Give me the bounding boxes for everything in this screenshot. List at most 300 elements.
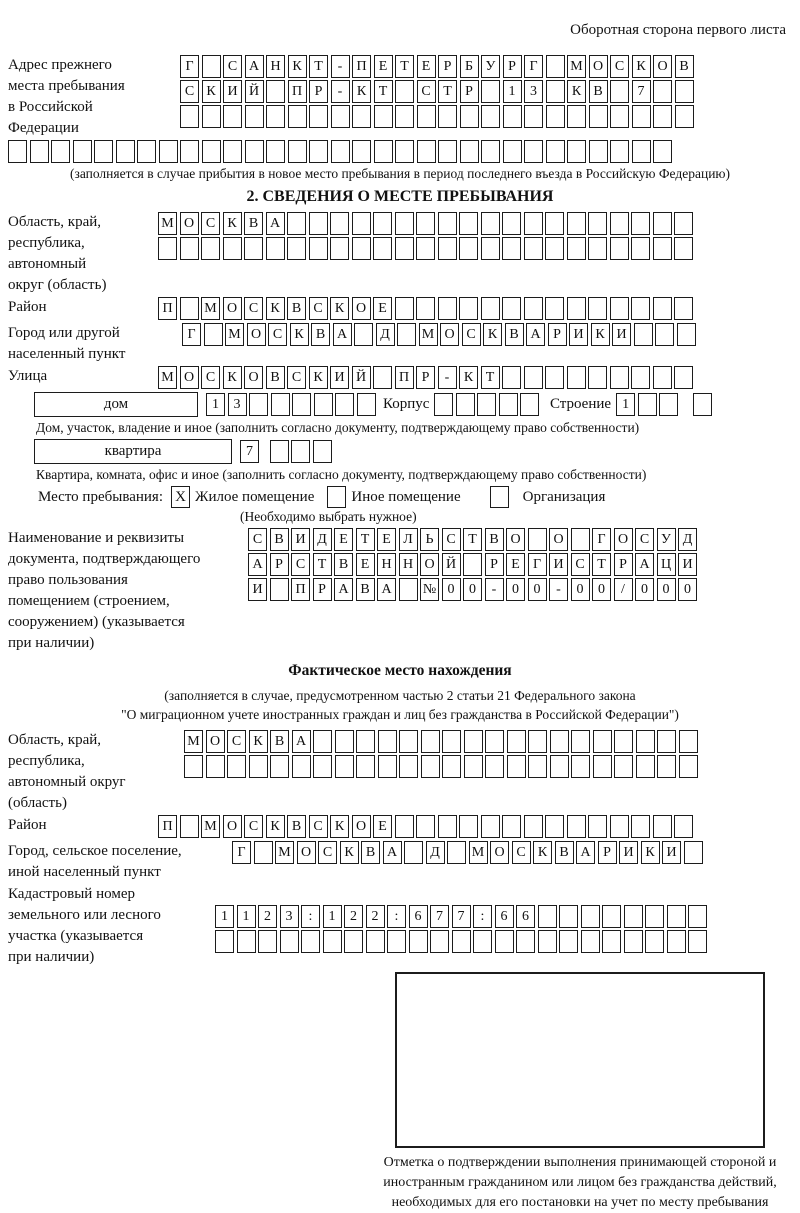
char-cell[interactable]: И <box>678 553 697 576</box>
char-cell[interactable]: К <box>567 80 586 103</box>
char-cell[interactable] <box>314 393 333 416</box>
char-cell[interactable]: 0 <box>442 578 461 601</box>
char-cell[interactable] <box>502 297 521 320</box>
char-cell[interactable]: С <box>318 841 337 864</box>
char-cell[interactable]: К <box>641 841 660 864</box>
char-cell[interactable] <box>481 140 500 163</box>
char-cell[interactable] <box>485 755 504 778</box>
char-cell[interactable]: О <box>223 297 242 320</box>
char-cell[interactable]: 0 <box>571 578 590 601</box>
char-cell[interactable] <box>634 323 653 346</box>
char-cell[interactable]: № <box>420 578 439 601</box>
char-cell[interactable]: Е <box>356 553 375 576</box>
char-cell[interactable]: 6 <box>409 905 428 928</box>
char-cell[interactable]: С <box>244 297 263 320</box>
char-cell[interactable] <box>674 366 693 389</box>
char-cell[interactable]: Т <box>463 528 482 551</box>
char-cell[interactable] <box>292 755 311 778</box>
char-cell[interactable] <box>559 905 578 928</box>
char-cell[interactable]: 2 <box>366 905 385 928</box>
char-cell[interactable]: Т <box>313 553 332 576</box>
char-cell[interactable] <box>602 930 621 953</box>
char-cell[interactable]: Т <box>309 55 328 78</box>
char-cell[interactable]: : <box>301 905 320 928</box>
char-cell[interactable] <box>335 755 354 778</box>
char-cell[interactable] <box>202 55 221 78</box>
char-cell[interactable]: Д <box>426 841 445 864</box>
char-cell[interactable] <box>434 393 453 416</box>
char-cell[interactable] <box>631 815 650 838</box>
char-cell[interactable]: О <box>653 55 672 78</box>
char-cell[interactable]: О <box>420 553 439 576</box>
char-cell[interactable] <box>667 930 686 953</box>
char-cell[interactable]: М <box>225 323 244 346</box>
char-cell[interactable]: М <box>184 730 203 753</box>
char-cell[interactable] <box>593 755 612 778</box>
char-cell[interactable]: К <box>533 841 552 864</box>
char-cell[interactable]: А <box>377 578 396 601</box>
char-cell[interactable] <box>653 815 672 838</box>
char-cell[interactable]: Л <box>399 528 418 551</box>
char-cell[interactable] <box>270 755 289 778</box>
char-cell[interactable] <box>442 755 461 778</box>
char-cell[interactable] <box>447 841 466 864</box>
char-cell[interactable] <box>270 440 289 463</box>
char-cell[interactable] <box>653 80 672 103</box>
char-cell[interactable] <box>550 730 569 753</box>
char-cell[interactable] <box>610 80 629 103</box>
stay-option-organization-checkbox[interactable] <box>490 486 509 508</box>
char-cell[interactable] <box>399 755 418 778</box>
char-cell[interactable]: О <box>549 528 568 551</box>
char-cell[interactable] <box>567 212 586 235</box>
char-cell[interactable] <box>524 212 543 235</box>
char-cell[interactable]: С <box>201 366 220 389</box>
char-cell[interactable] <box>545 815 564 838</box>
char-cell[interactable] <box>323 930 342 953</box>
char-cell[interactable] <box>675 80 694 103</box>
char-cell[interactable]: 3 <box>280 905 299 928</box>
char-cell[interactable] <box>73 140 92 163</box>
char-cell[interactable] <box>610 105 629 128</box>
char-cell[interactable] <box>653 140 672 163</box>
char-cell[interactable]: С <box>462 323 481 346</box>
char-cell[interactable]: Й <box>352 366 371 389</box>
char-cell[interactable]: А <box>266 212 285 235</box>
char-cell[interactable] <box>610 212 629 235</box>
char-cell[interactable]: В <box>244 212 263 235</box>
char-cell[interactable] <box>202 140 221 163</box>
char-cell[interactable]: О <box>297 841 316 864</box>
char-cell[interactable] <box>677 323 696 346</box>
char-cell[interactable] <box>330 212 349 235</box>
char-cell[interactable]: Р <box>270 553 289 576</box>
char-cell[interactable]: И <box>223 80 242 103</box>
char-cell[interactable] <box>180 815 199 838</box>
char-cell[interactable] <box>313 730 332 753</box>
char-cell[interactable] <box>667 905 686 928</box>
char-cell[interactable] <box>507 730 526 753</box>
char-cell[interactable] <box>459 297 478 320</box>
char-cell[interactable] <box>528 755 547 778</box>
char-cell[interactable] <box>524 815 543 838</box>
char-cell[interactable] <box>352 212 371 235</box>
char-cell[interactable]: К <box>632 55 651 78</box>
char-cell[interactable] <box>249 393 268 416</box>
char-cell[interactable] <box>636 755 655 778</box>
char-cell[interactable]: И <box>549 553 568 576</box>
char-cell[interactable]: М <box>419 323 438 346</box>
char-cell[interactable] <box>546 140 565 163</box>
char-cell[interactable]: В <box>356 578 375 601</box>
char-cell[interactable]: Е <box>334 528 353 551</box>
char-cell[interactable]: Р <box>313 578 332 601</box>
char-cell[interactable] <box>180 237 199 260</box>
char-cell[interactable] <box>581 905 600 928</box>
char-cell[interactable] <box>567 815 586 838</box>
char-cell[interactable] <box>438 212 457 235</box>
char-cell[interactable] <box>335 393 354 416</box>
char-cell[interactable] <box>335 730 354 753</box>
char-cell[interactable]: Е <box>374 55 393 78</box>
char-cell[interactable] <box>538 905 557 928</box>
char-cell[interactable] <box>292 393 311 416</box>
char-cell[interactable] <box>464 730 483 753</box>
char-cell[interactable]: 6 <box>495 905 514 928</box>
char-cell[interactable]: Г <box>232 841 251 864</box>
char-cell[interactable]: 7 <box>452 905 471 928</box>
char-cell[interactable]: А <box>334 578 353 601</box>
char-cell[interactable] <box>632 105 651 128</box>
char-cell[interactable]: 2 <box>344 905 363 928</box>
char-cell[interactable]: П <box>352 55 371 78</box>
char-cell[interactable] <box>373 212 392 235</box>
char-cell[interactable] <box>313 440 332 463</box>
char-cell[interactable]: А <box>333 323 352 346</box>
char-cell[interactable]: 0 <box>506 578 525 601</box>
char-cell[interactable] <box>374 105 393 128</box>
char-cell[interactable] <box>528 730 547 753</box>
char-cell[interactable] <box>610 815 629 838</box>
char-cell[interactable] <box>674 237 693 260</box>
char-cell[interactable]: 3 <box>228 393 247 416</box>
char-cell[interactable] <box>51 140 70 163</box>
char-cell[interactable]: К <box>202 80 221 103</box>
char-cell[interactable] <box>485 730 504 753</box>
char-cell[interactable] <box>287 237 306 260</box>
char-cell[interactable]: В <box>361 841 380 864</box>
char-cell[interactable]: 0 <box>657 578 676 601</box>
char-cell[interactable]: Р <box>614 553 633 576</box>
char-cell[interactable]: В <box>675 55 694 78</box>
char-cell[interactable] <box>215 930 234 953</box>
char-cell[interactable]: Р <box>309 80 328 103</box>
char-cell[interactable]: Р <box>548 323 567 346</box>
char-cell[interactable]: Ь <box>420 528 439 551</box>
char-cell[interactable] <box>502 237 521 260</box>
char-cell[interactable] <box>206 755 225 778</box>
char-cell[interactable]: М <box>201 815 220 838</box>
char-cell[interactable]: М <box>158 366 177 389</box>
char-cell[interactable] <box>395 297 414 320</box>
char-cell[interactable] <box>387 930 406 953</box>
char-cell[interactable]: С <box>268 323 287 346</box>
char-cell[interactable] <box>524 105 543 128</box>
char-cell[interactable] <box>395 212 414 235</box>
char-cell[interactable]: О <box>506 528 525 551</box>
char-cell[interactable]: А <box>245 55 264 78</box>
char-cell[interactable] <box>693 393 712 416</box>
char-cell[interactable] <box>524 366 543 389</box>
char-cell[interactable]: Г <box>592 528 611 551</box>
char-cell[interactable]: 1 <box>206 393 225 416</box>
char-cell[interactable]: 0 <box>592 578 611 601</box>
stay-option-residential-checkbox[interactable]: X <box>171 486 190 508</box>
char-cell[interactable]: К <box>249 730 268 753</box>
char-cell[interactable] <box>588 297 607 320</box>
char-cell[interactable] <box>438 237 457 260</box>
char-cell[interactable]: 0 <box>678 578 697 601</box>
char-cell[interactable] <box>546 55 565 78</box>
char-cell[interactable]: К <box>591 323 610 346</box>
char-cell[interactable]: С <box>291 553 310 576</box>
char-cell[interactable] <box>593 730 612 753</box>
char-cell[interactable] <box>417 105 436 128</box>
char-cell[interactable]: С <box>201 212 220 235</box>
char-cell[interactable] <box>459 212 478 235</box>
char-cell[interactable] <box>588 237 607 260</box>
char-cell[interactable] <box>524 237 543 260</box>
char-cell[interactable] <box>288 105 307 128</box>
char-cell[interactable] <box>464 755 483 778</box>
char-cell[interactable] <box>354 323 373 346</box>
char-cell[interactable] <box>688 905 707 928</box>
char-cell[interactable] <box>158 237 177 260</box>
char-cell[interactable]: Е <box>377 528 396 551</box>
char-cell[interactable]: В <box>485 528 504 551</box>
char-cell[interactable]: С <box>442 528 461 551</box>
char-cell[interactable]: Б <box>460 55 479 78</box>
char-cell[interactable]: С <box>610 55 629 78</box>
char-cell[interactable] <box>344 930 363 953</box>
char-cell[interactable]: И <box>291 528 310 551</box>
char-cell[interactable]: Т <box>374 80 393 103</box>
char-cell[interactable] <box>201 237 220 260</box>
char-cell[interactable]: 7 <box>430 905 449 928</box>
char-cell[interactable]: В <box>270 528 289 551</box>
char-cell[interactable] <box>481 815 500 838</box>
char-cell[interactable]: Е <box>417 55 436 78</box>
char-cell[interactable] <box>287 212 306 235</box>
char-cell[interactable]: М <box>201 297 220 320</box>
char-cell[interactable] <box>688 930 707 953</box>
char-cell[interactable]: С <box>309 815 328 838</box>
char-cell[interactable] <box>545 297 564 320</box>
char-cell[interactable] <box>378 730 397 753</box>
char-cell[interactable]: О <box>352 815 371 838</box>
char-cell[interactable] <box>567 105 586 128</box>
char-cell[interactable]: Е <box>373 815 392 838</box>
char-cell[interactable]: К <box>266 815 285 838</box>
char-cell[interactable] <box>481 105 500 128</box>
char-cell[interactable]: С <box>571 553 590 576</box>
char-cell[interactable]: В <box>287 815 306 838</box>
char-cell[interactable] <box>610 237 629 260</box>
char-cell[interactable] <box>180 140 199 163</box>
char-cell[interactable]: И <box>330 366 349 389</box>
char-cell[interactable]: Р <box>485 553 504 576</box>
char-cell[interactable] <box>270 578 289 601</box>
char-cell[interactable]: К <box>223 366 242 389</box>
char-cell[interactable] <box>674 297 693 320</box>
char-cell[interactable]: А <box>526 323 545 346</box>
char-cell[interactable] <box>610 140 629 163</box>
char-cell[interactable]: Д <box>678 528 697 551</box>
char-cell[interactable]: У <box>657 528 676 551</box>
char-cell[interactable]: С <box>309 297 328 320</box>
char-cell[interactable] <box>589 105 608 128</box>
char-cell[interactable]: С <box>244 815 263 838</box>
char-cell[interactable]: О <box>440 323 459 346</box>
char-cell[interactable] <box>366 930 385 953</box>
char-cell[interactable] <box>438 297 457 320</box>
char-cell[interactable] <box>520 393 539 416</box>
char-cell[interactable] <box>227 755 246 778</box>
char-cell[interactable] <box>244 237 263 260</box>
char-cell[interactable] <box>266 80 285 103</box>
char-cell[interactable] <box>571 730 590 753</box>
char-cell[interactable] <box>546 105 565 128</box>
char-cell[interactable] <box>588 366 607 389</box>
char-cell[interactable]: В <box>505 323 524 346</box>
char-cell[interactable]: В <box>270 730 289 753</box>
char-cell[interactable] <box>356 755 375 778</box>
char-cell[interactable]: М <box>469 841 488 864</box>
char-cell[interactable]: К <box>352 80 371 103</box>
char-cell[interactable]: К <box>288 55 307 78</box>
char-cell[interactable]: - <box>331 55 350 78</box>
char-cell[interactable] <box>653 297 672 320</box>
char-cell[interactable]: И <box>248 578 267 601</box>
char-cell[interactable] <box>473 930 492 953</box>
char-cell[interactable]: 1 <box>503 80 522 103</box>
char-cell[interactable] <box>581 930 600 953</box>
char-cell[interactable] <box>507 755 526 778</box>
char-cell[interactable] <box>301 930 320 953</box>
char-cell[interactable] <box>266 105 285 128</box>
char-cell[interactable] <box>571 755 590 778</box>
char-cell[interactable] <box>567 297 586 320</box>
char-cell[interactable]: И <box>612 323 631 346</box>
char-cell[interactable] <box>397 323 416 346</box>
char-cell[interactable]: К <box>309 366 328 389</box>
char-cell[interactable] <box>559 930 578 953</box>
char-cell[interactable]: Н <box>399 553 418 576</box>
char-cell[interactable] <box>30 140 49 163</box>
char-cell[interactable] <box>266 140 285 163</box>
char-cell[interactable]: Т <box>438 80 457 103</box>
char-cell[interactable] <box>567 237 586 260</box>
char-cell[interactable] <box>416 297 435 320</box>
char-cell[interactable]: 7 <box>240 440 259 463</box>
char-cell[interactable] <box>309 212 328 235</box>
char-cell[interactable]: И <box>662 841 681 864</box>
char-cell[interactable]: А <box>292 730 311 753</box>
char-cell[interactable] <box>516 930 535 953</box>
char-cell[interactable] <box>653 366 672 389</box>
char-cell[interactable] <box>438 815 457 838</box>
char-cell[interactable] <box>502 366 521 389</box>
char-cell[interactable] <box>502 815 521 838</box>
char-cell[interactable] <box>463 553 482 576</box>
char-cell[interactable]: С <box>227 730 246 753</box>
char-cell[interactable] <box>632 140 651 163</box>
char-cell[interactable]: П <box>158 815 177 838</box>
char-cell[interactable]: С <box>417 80 436 103</box>
char-cell[interactable] <box>288 140 307 163</box>
char-cell[interactable] <box>331 140 350 163</box>
char-cell[interactable]: 1 <box>616 393 635 416</box>
char-cell[interactable]: О <box>244 366 263 389</box>
char-cell[interactable] <box>675 105 694 128</box>
char-cell[interactable]: Т <box>356 528 375 551</box>
char-cell[interactable]: С <box>287 366 306 389</box>
char-cell[interactable]: Г <box>528 553 547 576</box>
char-cell[interactable] <box>503 105 522 128</box>
char-cell[interactable] <box>137 140 156 163</box>
char-cell[interactable] <box>416 212 435 235</box>
char-cell[interactable] <box>459 237 478 260</box>
char-cell[interactable] <box>631 237 650 260</box>
char-cell[interactable]: Т <box>395 55 414 78</box>
char-cell[interactable] <box>245 140 264 163</box>
char-cell[interactable] <box>291 440 310 463</box>
char-cell[interactable]: / <box>614 578 633 601</box>
char-cell[interactable] <box>409 930 428 953</box>
char-cell[interactable]: : <box>387 905 406 928</box>
char-cell[interactable] <box>356 730 375 753</box>
char-cell[interactable]: 1 <box>215 905 234 928</box>
char-cell[interactable] <box>456 393 475 416</box>
char-cell[interactable] <box>395 237 414 260</box>
char-cell[interactable] <box>395 815 414 838</box>
char-cell[interactable] <box>180 297 199 320</box>
char-cell[interactable]: С <box>635 528 654 551</box>
char-cell[interactable]: В <box>287 297 306 320</box>
char-cell[interactable] <box>614 730 633 753</box>
char-cell[interactable] <box>481 297 500 320</box>
char-cell[interactable] <box>159 140 178 163</box>
char-cell[interactable] <box>567 140 586 163</box>
char-cell[interactable]: 0 <box>635 578 654 601</box>
char-cell[interactable] <box>460 140 479 163</box>
char-cell[interactable]: Р <box>416 366 435 389</box>
char-cell[interactable] <box>679 730 698 753</box>
char-cell[interactable]: К <box>290 323 309 346</box>
char-cell[interactable] <box>481 80 500 103</box>
char-cell[interactable] <box>452 930 471 953</box>
char-cell[interactable] <box>204 323 223 346</box>
char-cell[interactable]: А <box>576 841 595 864</box>
char-cell[interactable]: О <box>352 297 371 320</box>
char-cell[interactable] <box>249 755 268 778</box>
char-cell[interactable] <box>545 212 564 235</box>
char-cell[interactable] <box>254 841 273 864</box>
char-cell[interactable]: 6 <box>516 905 535 928</box>
char-cell[interactable] <box>631 366 650 389</box>
char-cell[interactable]: 1 <box>237 905 256 928</box>
char-cell[interactable] <box>624 905 643 928</box>
